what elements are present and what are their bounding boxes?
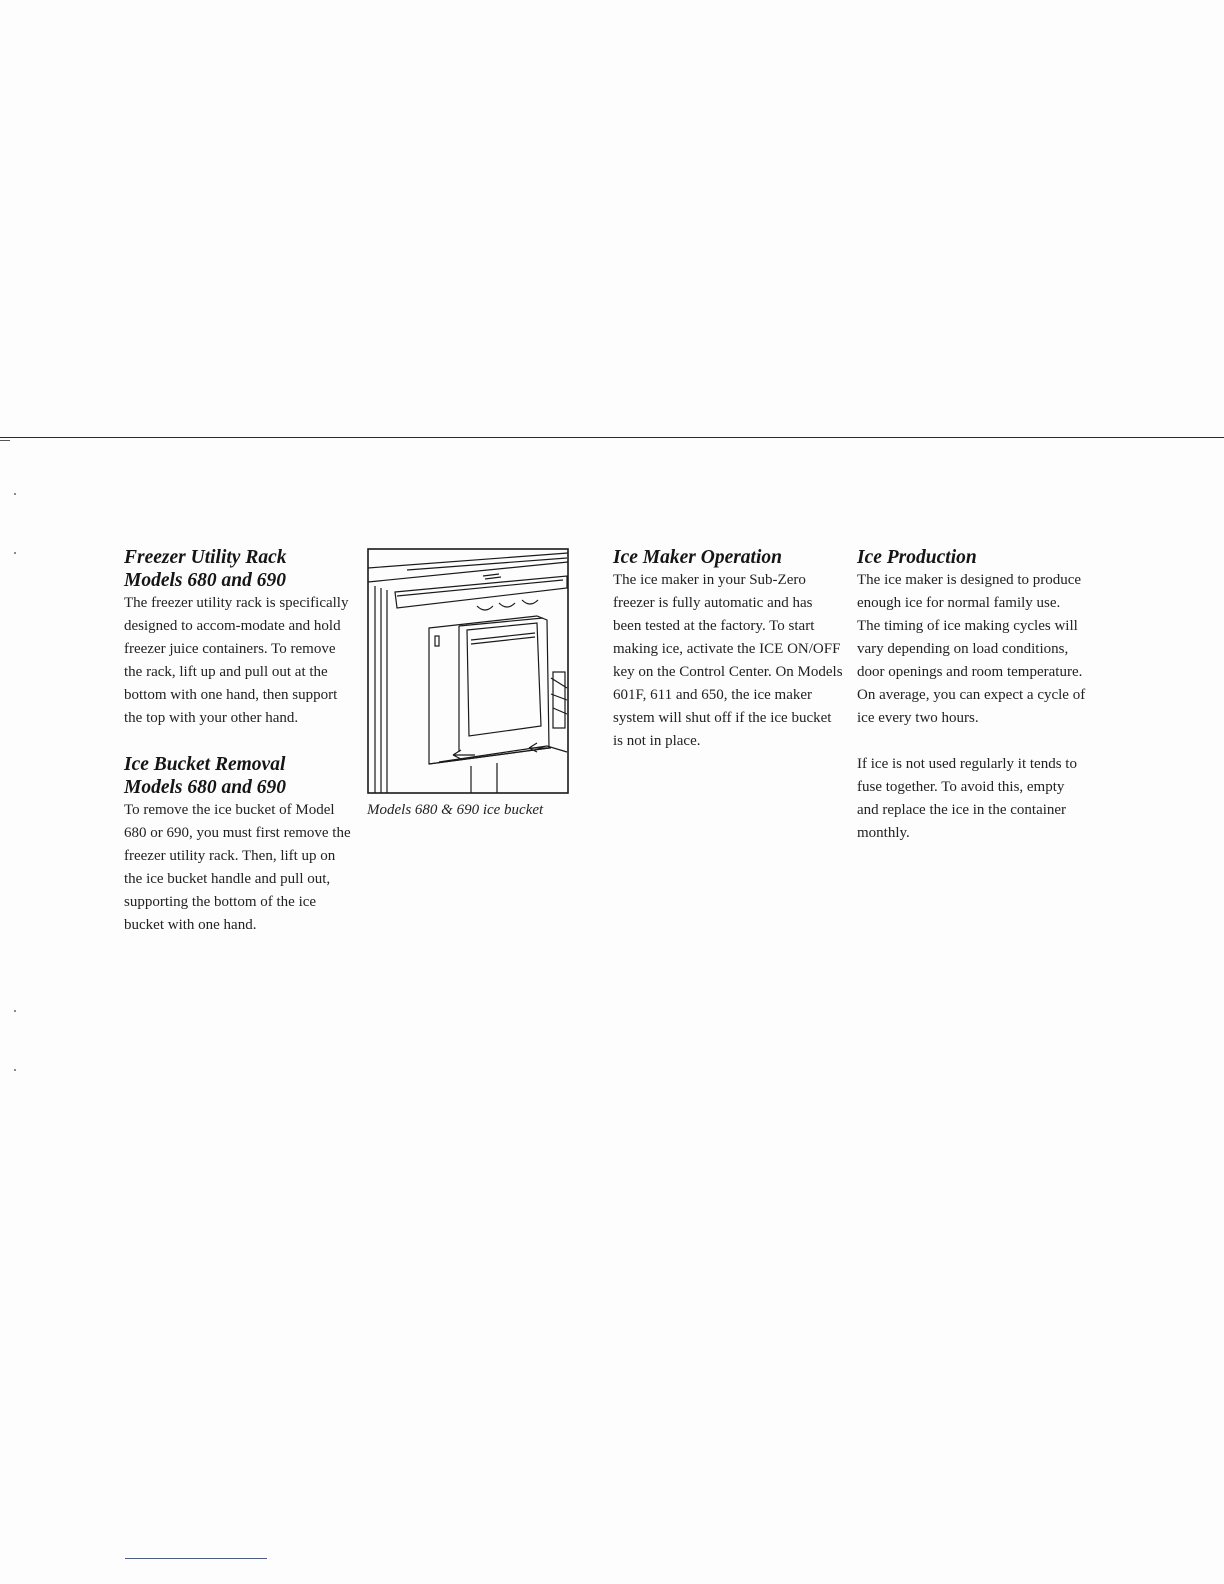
section-title [124,753,354,799]
margin-mark [14,1010,16,1012]
section-title: Ice Maker Operation [613,547,782,568]
ice-bucket-removal-section [124,753,354,937]
column-1 [124,546,354,937]
section-title-line1: Freezer Utility Rack [124,547,287,568]
section-body-paragraph-2: If ice is not used regularly it tends to fuse together. To avoid this, empty and replace the ice in the container monthly. [857,756,1077,841]
section-title: Ice Production [857,547,977,568]
section-title [124,546,354,592]
section-title-line2: Models 680 and 690 [124,777,286,798]
ice-maker-operation-section [613,546,843,753]
margin-mark [14,493,16,495]
section-title-line2: Models 680 and 690 [124,570,286,591]
figure-caption: Models 680 & 690 ice bucket [367,802,544,818]
ice-bucket-illustration [367,548,569,794]
section-body: The freezer utility rack is specifically designed to accom-modate and hold freezer juice containers. To remove the rack, lift up and pull out at the bottom with one hand, then support the top with your other hand. [124,595,349,726]
header-rule [0,437,1224,438]
footer-rule [125,1558,267,1559]
column-4 [857,546,1087,845]
margin-mark [14,552,16,554]
section-title-line1: Ice Bucket Removal [124,754,286,775]
section-body: The ice maker in your Sub-Zero freezer is fully automatic and has been tested at the factory. To start making ice, activate the ICE ON/OFF key on the Control Center. On Models 601F, 611 and 650, the ice maker system will shut off if the ice bucket is not in place. [613,572,843,749]
section-body-paragraph-1: The ice maker is designed to produce enough ice for normal family use. The timing of ice making cycles will vary depending on load conditions, door openings and room temperature. On average, you can expect a cycle of ice every two hours. [857,572,1086,726]
section-body: To remove the ice bucket of Model 680 or 690, you must first remove the freezer utility rack. Then, lift up on the ice bucket handle and pull out, supporting the bottom of the ice bucket with one hand. [124,802,351,933]
freezer-utility-rack-section [124,546,354,730]
margin-mark [14,1069,16,1071]
ice-production-section [857,546,1087,845]
header-rule-tick [0,440,10,441]
column-3 [613,546,843,753]
